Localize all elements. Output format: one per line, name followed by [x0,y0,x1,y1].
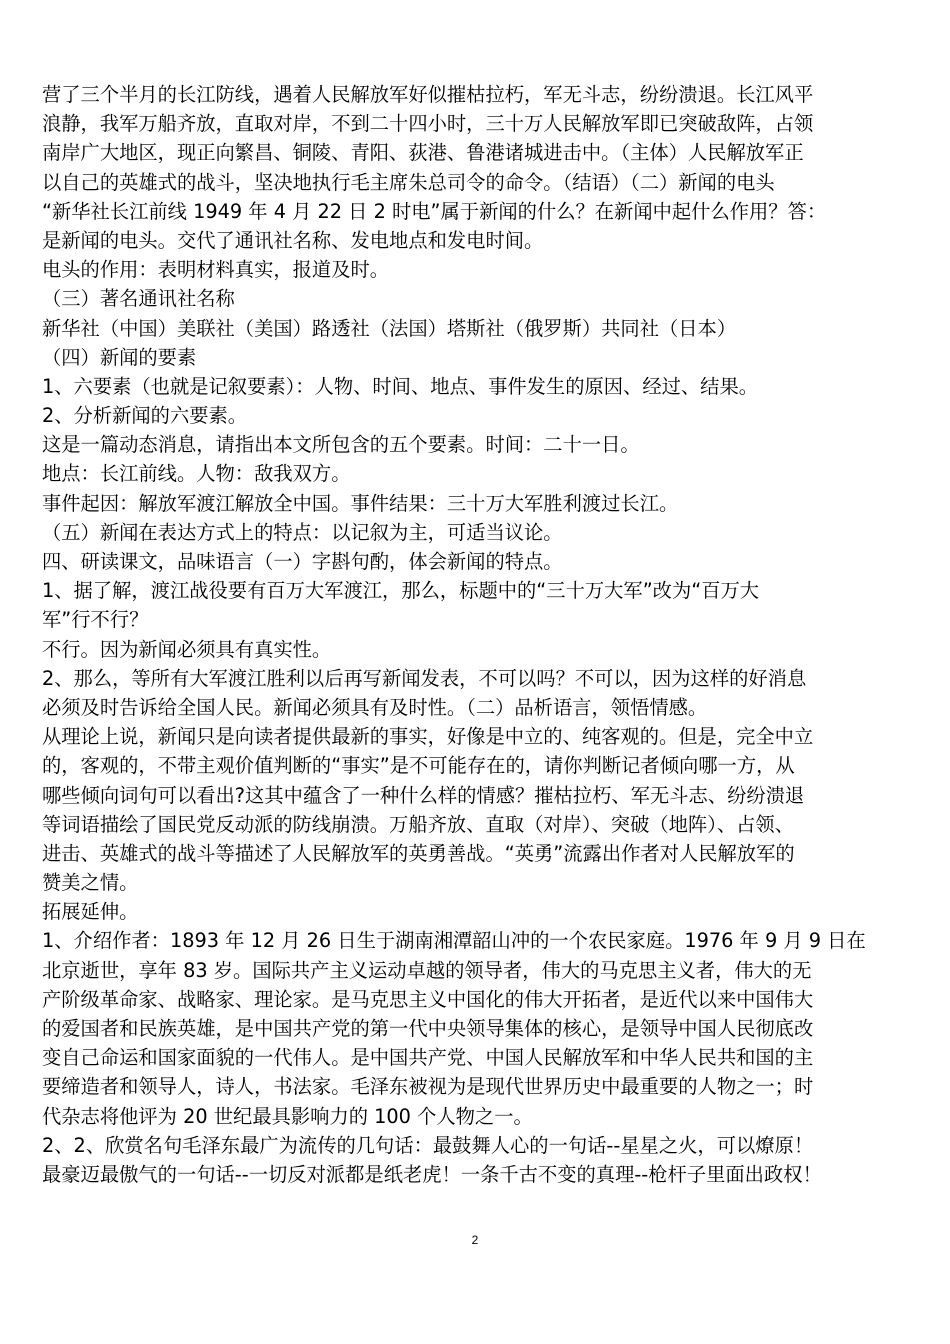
text-line: 2、2、欣赏名句毛泽东最广为流传的几句话：最鼓舞人心的一句话--星星之火，可以燎原！ [42,1133,814,1157]
text-line: 南岸广大地区，现正向繁昌、铜陵、青阳、荻港、鲁港诸城进击中。（主体）人民解放军正 [42,141,804,165]
text-line: 新华社（中国）美联社（美国）路透社（法国）塔斯社（俄罗斯）共同社（日本） [42,316,737,340]
document-body [42,80,942,1189]
text-line: （五）新闻在表达方式上的特点：以记叙为主，可适当议论。 [42,520,563,544]
text-line: 必须及时告诉给全国人民。新闻必须具有及时性。（二）品析语言，领悟情感。 [42,695,708,719]
text-line: 以自己的英雄式的战斗，坚决地执行毛主席朱总司令的命令。（结语）（二）新闻的电头 [42,170,775,194]
text-line: 进击、英雄式的战斗等描述了人民解放军的英勇善战。“英勇”流露出作者对人民解放军的 [42,841,795,865]
text-line: 地点：长江前线。人物：敌我双方。 [42,462,351,486]
text-line: 是新闻的电头。交代了通讯社名称、发电地点和发电时间。 [42,228,544,252]
text-line: 浪静，我军万船齐放，直取对岸，不到二十四小时，三十万人民解放军即已突破敌阵，占领 [42,112,814,136]
text-line: 等词语描绘了国民党反动派的防线崩溃。万船齐放、直取（对岸）、突破（地阵）、占领、 [42,812,794,836]
text-line: 拓展延伸。 [42,900,139,924]
text-line: 军”行不行？ [42,608,149,632]
text-line: 的，客观的，不带主观价值判断的“事实”是不可能存在的，请你判断记者倾向哪一方，从 [42,754,795,778]
text-line: 变自己命运和国家面貌的一代伟人。是中国共产党、中国人民解放军和中华人民共和国的主 [42,1046,814,1070]
text-line: 代杂志将他评为 20 世纪最具影响力的 100 个人物之一。 [42,1104,533,1128]
text-line: 2、分析新闻的六要素。 [42,404,248,428]
text-line: 最豪迈最傲气的一句话--一切反对派都是纸老虎！一条千古不变的真理--枪杆子里面出政权！ [42,1162,822,1186]
text-line: 要缔造者和领导人，诗人，书法家。毛泽东被视为是现代世界历史中最重要的人物之一；时 [42,1075,814,1099]
text-line: 产阶级革命家、战略家、理论家。是马克思主义中国化的伟大开拓者，是近代以来中国伟大 [42,987,814,1011]
text-line: 2、那么，等所有大军渡江胜利以后再写新闻发表，不可以吗？不可以，因为这样的好消息 [42,666,807,690]
text-line: 哪些倾向词句可以看出?这其中蕴含了一种什么样的情感？摧枯拉朽、军无斗志、纷纷溃退 [42,783,805,807]
text-line: 从理论上说，新闻只是向读者提供最新的事实，好像是中立的、纯客观的。但是，完全中立 [42,725,814,749]
text-line: 四、研读课文，品味语言（一）字斟句酌，体会新闻的特点。 [42,550,563,573]
text-line: 的爱国者和民族英雄，是中国共产党的第一代中央领导集体的核心，是领导中国人民彻底改 [42,1017,814,1040]
text-line: 电头的作用：表明材料真实，报道及时。 [42,258,390,282]
text-line: “新华社长江前线 1949 年 4 月 22 日 2 时电”属于新闻的什么？在新闻中起什么作用？答： [42,199,827,223]
text-line: 赞美之情。 [42,871,139,895]
text-line: 事件起因：解放军渡江解放全中国。事件结果：三十万大军胜利渡过长江。 [42,491,679,515]
text-line: 1、介绍作者：1893 年 12 月 26 日生于湖南湘潭韶山冲的一个农民家庭。1976 年 9 月 9 日在 [42,929,866,953]
text-line: 北京逝世，享年 83 岁。国际共产主义运动卓越的领导者，伟大的马克思主义者，伟大的无 [42,958,812,982]
text-line: 营了三个半月的长江防线，遇着人民解放军好似摧枯拉朽，军无斗志，纷纷溃退。长江风平 [42,83,814,106]
text-line: 不行。因为新闻必须具有真实性。 [42,637,332,661]
text-line: 这是一篇动态消息，请指出本文所包含的五个要素。时间：二十一日。 [42,433,640,457]
page-number: 2 [471,1233,479,1247]
text-line: （三）著名通讯社名称 [42,287,235,311]
text-line: （四）新闻的要素 [42,345,197,369]
text-line: 1、据了解，渡江战役要有百万大军渡江，那么，标题中的“三十万大军”改为“百万大 [42,579,760,603]
text-line: 1、六要素（也就是记叙要素）：人物、时间、地点、事件发生的原因、经过、结果。 [42,374,759,398]
